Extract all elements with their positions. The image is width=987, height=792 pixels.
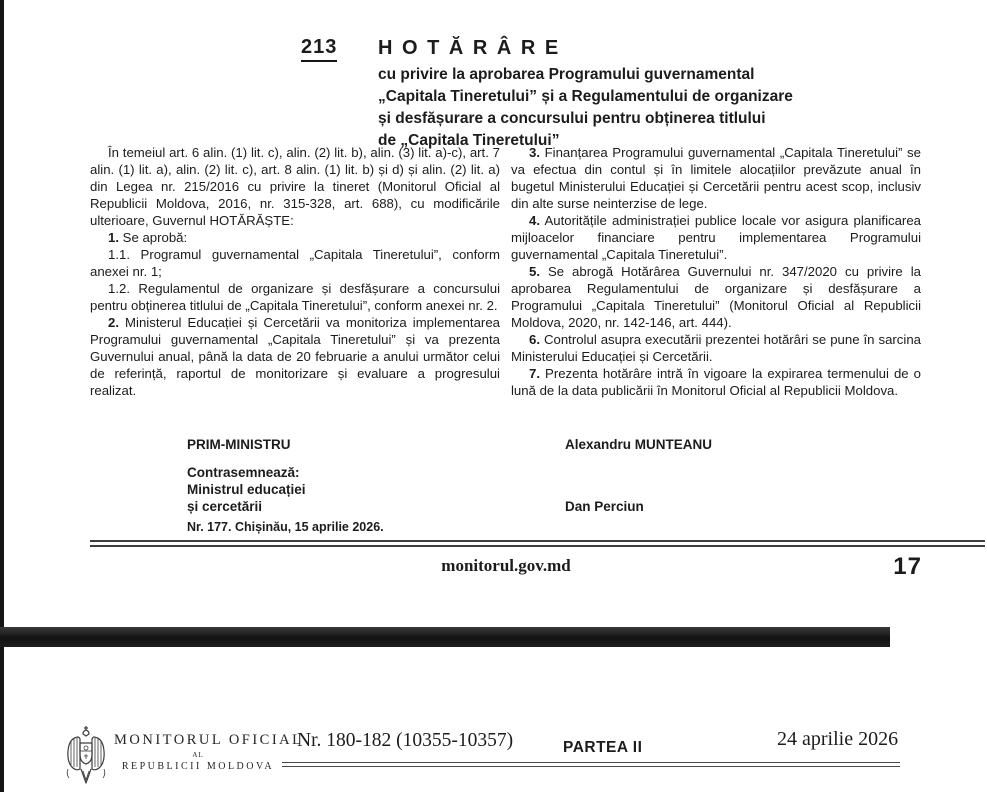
decision-subtitle-line: și desfășurare a concursului pentru obținerea titlului [378,110,766,127]
moldova-coat-of-arms-icon [63,725,109,787]
double-rule-separator [90,540,985,547]
issue-number-and-date: Nr. 177. Chișinău, 15 aprilie 2026. [187,520,384,534]
decision-title-block [378,36,953,152]
minister-title-line2: și cercetării [187,499,263,514]
page-left-border [0,0,4,792]
decision-body [90,144,922,399]
paragraph-point-1-2: 1.2. Regulamentul de organizare și desfășurare a concursului pentru obținerea titlului de „Capitala Tineretului”, conform anexei nr. 2. [90,281,500,313]
page-number: 17 [893,553,922,580]
paragraph-point-2: 2. Ministerul Educației și Cercetării va monitoriza implementarea Programului guvernamental „Capitala Tineretului” și va prezenta Guvernului anual, până la data de 20 februarie a anului următor celui de referință, raportul de monitorizare și evaluare a progresului realizat. [90,315,500,398]
minister-title-line1: Ministrul educației [187,482,306,497]
prime-minister-name: Alexandru MUNTEANU [565,437,713,452]
decision-subtitle-line: cu privire la aprobarea Programului guvernamental [378,66,755,83]
gazette-part-label: PARTEA II [563,739,643,756]
gazette-date: 24 aprilie 2026 [777,728,899,750]
paragraph-point-3: 3. Finanțarea Programului guvernamental „Capitala Tineretului” se va efectua din contul și în limitele alocațiilor prevăzute anual în bugetul Ministerului Educației și Cercetării pentru acest scop, inclusiv din alte surse neinterzise de lege. [511,145,921,211]
decision-subtitle-line: „Capitala Tineretului” și a Regulamentului de organizare [378,88,793,105]
minister-name: Dan Perciun [565,499,644,514]
prime-minister-title: PRIM-MINISTRU [187,437,291,452]
left-column [90,144,500,399]
gazette-brand-block [114,732,304,772]
paragraph-point-1-1: 1.1. Programul guvernamental „Capitala Tineretului”, conform anexei nr. 1; [90,247,500,279]
paragraph-point-5: 5. Se abrogă Hotărârea Guvernului nr. 347/2020 cu privire la aprobarea Regulamentului de organizare și desfășurare a Programului „Capitala Tineretului” (Monitorul Oficial al Republicii Moldova, 2020, nr. 142-146, art. 444). [511,264,921,330]
decision-number: 213 [301,36,337,62]
paragraph-point-1: 1. Se aprobă: [108,230,188,245]
right-column [511,144,921,399]
brand-line-al: AL [192,751,204,759]
masthead-double-rule [282,762,900,767]
countersign-label: Contrasemnează: [187,465,300,480]
decision-type-heading: H O T Ă R Â R E [378,37,561,59]
paragraph-point-4: 4. Autoritățile administrației publice locale vor asigura planificarea mijloacelor financiare pentru implementarea Programului guvernamental „Capitala Tineretului”. [511,213,921,262]
gazette-website: monitorul.gov.md [441,556,571,575]
decision-subtitle [378,64,953,152]
paragraph-point-7: 7. Prezenta hotărâre intră în vigoare la expirarea termenului de o lună de la data publicării în Monitorul Oficial al Republicii Moldova. [511,366,921,398]
black-divider-bar [0,627,890,647]
paragraph-point-6: 6. Controlul asupra executării prezentei hotărâri se pune în sarcina Ministerului Educației și Cercetării. [511,332,921,364]
decision-subtitle-line: de „Capitala Tineretului” [378,132,560,149]
brand-line-republicii-moldova: REPUBLICII MOLDOVA [121,761,275,772]
brand-line-monitorul-oficial: MONITORUL OFICIAL [114,732,304,748]
gazette-issue-number: Nr. 180-182 (10355-10357) [297,730,514,751]
paragraph-preamble: În temeiul art. 6 alin. (1) lit. c), alin. (2) lit. b), alin. (3) lit. a)-c), art. 7 alin. (1) lit. a), alin. (2) lit. c), art. 8 alin. (1) lit. b) și d) și alin. (2) lit. a) din Legea nr. 215/2016 cu privire la tineret (Monitorul Oficial al Republicii Moldova, 2016, nr. 315-328, art. 688), cu modificările ulterioare, Guvernul HOTĂRĂȘTE: [90,145,500,228]
page-footer [90,553,922,583]
